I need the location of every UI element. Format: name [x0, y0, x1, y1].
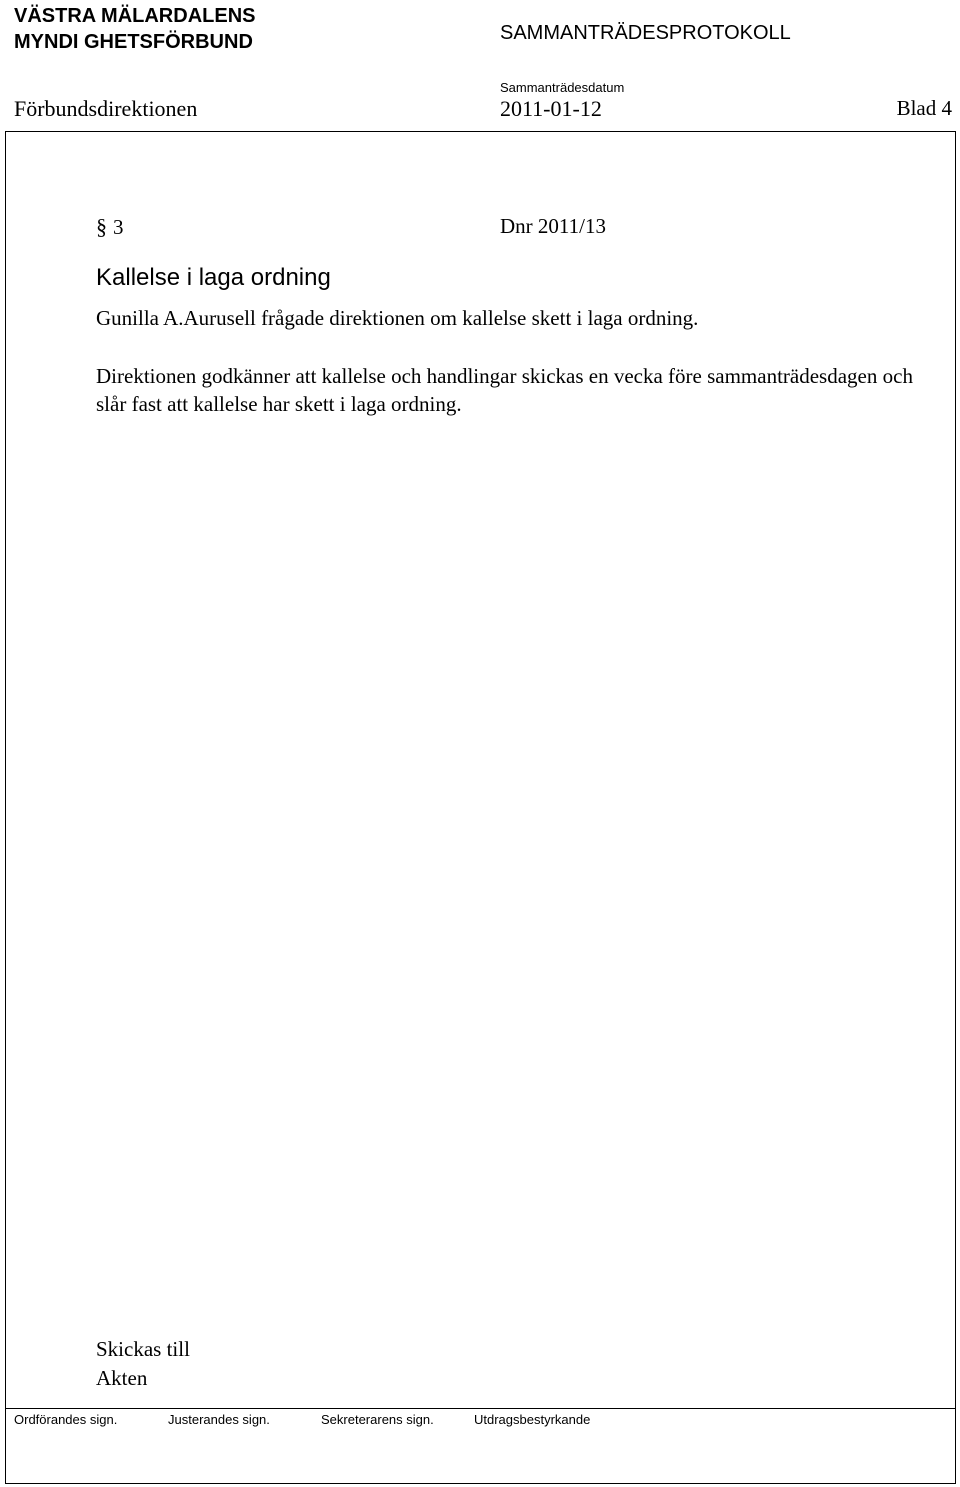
- section-number: 3: [113, 215, 124, 239]
- signature-divider: [5, 1408, 956, 1409]
- distribution-label: Skickas till: [96, 1337, 190, 1361]
- secretary-signature-label: Sekreterarens sign.: [321, 1412, 434, 1427]
- body-paragraph-2: Direktionen godkänner att kallelse och handlingar skickas en vecka före sammanträdesdagen och slår fast att kallelse har skett i laga ordning.: [96, 364, 913, 416]
- meeting-date: 2011-01-12: [500, 96, 602, 121]
- chairman-signature-label: Ordförandes sign.: [14, 1412, 118, 1427]
- organization-name-line1: VÄSTRA MÄLARDALENS: [14, 5, 256, 27]
- distribution-recipient: Akten: [96, 1366, 148, 1390]
- body-paragraph-1: Gunilla A.Aurusell frågade direktionen om kallelse skett i laga ordning.: [96, 306, 699, 330]
- page-number: Blad 4: [896, 96, 952, 120]
- department-name: Förbundsdirektionen: [14, 96, 198, 121]
- paragraph-symbol: §: [96, 214, 107, 239]
- extract-certification-label: Utdragsbestyrkande: [474, 1412, 591, 1427]
- section-heading: [96, 214, 124, 240]
- adjuster-signature-label: Justerandes sign.: [168, 1412, 270, 1427]
- section-title: Kallelse i laga ordning: [96, 264, 331, 291]
- organization-name-line2: MYNDI GHETSFÖRBUND: [14, 31, 253, 53]
- case-number: Dnr 2011/13: [500, 214, 606, 238]
- content-frame: [5, 131, 956, 1484]
- meeting-date-label: Sammanträdesdatum: [500, 80, 625, 95]
- distribution-block: [96, 1335, 190, 1393]
- document-type: SAMMANTRÄDESPROTOKOLL: [500, 22, 791, 44]
